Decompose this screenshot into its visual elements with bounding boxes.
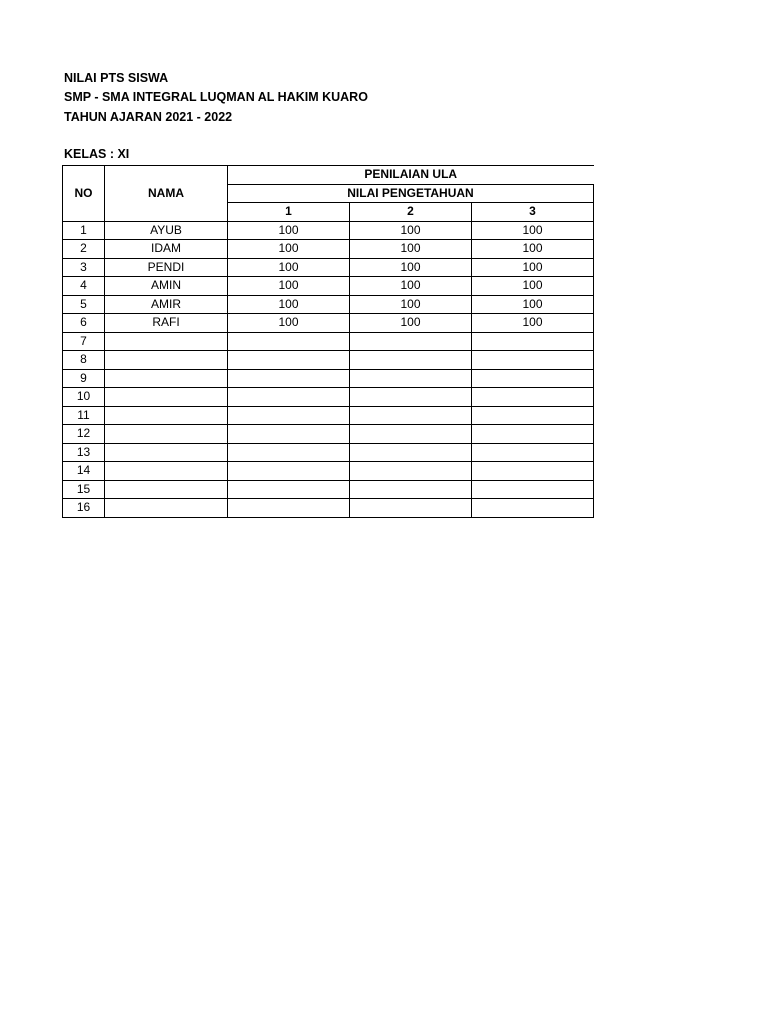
table-row	[63, 240, 594, 259]
row-nama	[105, 351, 228, 370]
row-value-2: 100	[350, 295, 472, 314]
row-value-1	[228, 462, 350, 481]
table-row	[63, 462, 594, 481]
row-nama: PENDI	[105, 258, 228, 277]
header-col-2: 2	[350, 203, 472, 222]
row-nama: AYUB	[105, 221, 228, 240]
row-nama	[105, 369, 228, 388]
table-row	[63, 480, 594, 499]
row-no: 4	[63, 277, 105, 296]
table-row	[63, 443, 594, 462]
row-no: 16	[63, 499, 105, 518]
row-value-3	[472, 425, 594, 444]
row-value-1	[228, 388, 350, 407]
row-value-3	[472, 480, 594, 499]
table-row	[63, 425, 594, 444]
row-value-3	[472, 351, 594, 370]
row-nama: RAFI	[105, 314, 228, 333]
row-value-1: 100	[228, 295, 350, 314]
table-row	[63, 295, 594, 314]
row-value-1	[228, 351, 350, 370]
header-col-1: 1	[228, 203, 350, 222]
row-value-1	[228, 499, 350, 518]
row-value-1: 100	[228, 240, 350, 259]
row-value-3	[472, 369, 594, 388]
row-value-2: 100	[350, 240, 472, 259]
row-nama	[105, 480, 228, 499]
row-no: 5	[63, 295, 105, 314]
row-no: 2	[63, 240, 105, 259]
row-value-1	[228, 332, 350, 351]
row-value-3	[472, 499, 594, 518]
row-value-2	[350, 425, 472, 444]
table-row	[63, 332, 594, 351]
row-value-1: 100	[228, 221, 350, 240]
row-value-1	[228, 406, 350, 425]
row-nama	[105, 462, 228, 481]
header-nama: NAMA	[105, 166, 228, 222]
row-no: 1	[63, 221, 105, 240]
row-value-1	[228, 480, 350, 499]
table-row	[63, 258, 594, 277]
row-no: 11	[63, 406, 105, 425]
table-row	[63, 499, 594, 518]
row-nama	[105, 425, 228, 444]
row-nama	[105, 332, 228, 351]
row-no: 6	[63, 314, 105, 333]
row-value-3	[472, 462, 594, 481]
header-nilai-pengetahuan: NILAI PENGETAHUAN	[228, 184, 594, 203]
row-no: 13	[63, 443, 105, 462]
table-row	[63, 406, 594, 425]
row-no: 8	[63, 351, 105, 370]
row-value-3	[472, 332, 594, 351]
row-value-2: 100	[350, 314, 472, 333]
row-value-1: 100	[228, 258, 350, 277]
table-row	[63, 388, 594, 407]
table-row	[63, 314, 594, 333]
row-value-2: 100	[350, 258, 472, 277]
table-row	[63, 277, 594, 296]
header-col-3: 3	[472, 203, 594, 222]
row-nama	[105, 388, 228, 407]
row-value-3	[472, 406, 594, 425]
row-value-1	[228, 369, 350, 388]
header-no: NO	[63, 166, 105, 222]
document-title: NILAI PTS SISWA	[64, 71, 169, 85]
header-penilaian: PENILAIAN ULA	[228, 166, 594, 185]
row-value-2	[350, 499, 472, 518]
row-value-3: 100	[472, 240, 594, 259]
row-no: 12	[63, 425, 105, 444]
grades-table	[62, 165, 594, 518]
row-value-3: 100	[472, 314, 594, 333]
row-value-3: 100	[472, 221, 594, 240]
row-value-1	[228, 443, 350, 462]
row-no: 9	[63, 369, 105, 388]
class-label: KELAS : XI	[64, 147, 130, 161]
row-no: 7	[63, 332, 105, 351]
row-nama	[105, 406, 228, 425]
row-value-3	[472, 388, 594, 407]
row-value-2	[350, 332, 472, 351]
row-value-2	[350, 406, 472, 425]
table-row	[63, 221, 594, 240]
row-nama	[105, 499, 228, 518]
row-nama: AMIR	[105, 295, 228, 314]
row-no: 14	[63, 462, 105, 481]
academic-year: TAHUN AJARAN 2021 - 2022	[64, 110, 233, 124]
row-value-2: 100	[350, 277, 472, 296]
row-nama: AMIN	[105, 277, 228, 296]
row-value-3	[472, 443, 594, 462]
row-value-2	[350, 480, 472, 499]
row-value-1: 100	[228, 277, 350, 296]
row-value-3: 100	[472, 295, 594, 314]
school-name: SMP - SMA INTEGRAL LUQMAN AL HAKIM KUARO	[64, 90, 368, 104]
row-value-2	[350, 351, 472, 370]
row-nama	[105, 443, 228, 462]
row-value-3: 100	[472, 258, 594, 277]
row-nama: IDAM	[105, 240, 228, 259]
row-value-2	[350, 462, 472, 481]
row-value-1	[228, 425, 350, 444]
table-row	[63, 369, 594, 388]
row-value-3: 100	[472, 277, 594, 296]
row-value-2	[350, 369, 472, 388]
row-value-2: 100	[350, 221, 472, 240]
row-no: 10	[63, 388, 105, 407]
row-value-1: 100	[228, 314, 350, 333]
row-value-2	[350, 388, 472, 407]
row-no: 3	[63, 258, 105, 277]
row-value-2	[350, 443, 472, 462]
table-row	[63, 351, 594, 370]
row-no: 15	[63, 480, 105, 499]
